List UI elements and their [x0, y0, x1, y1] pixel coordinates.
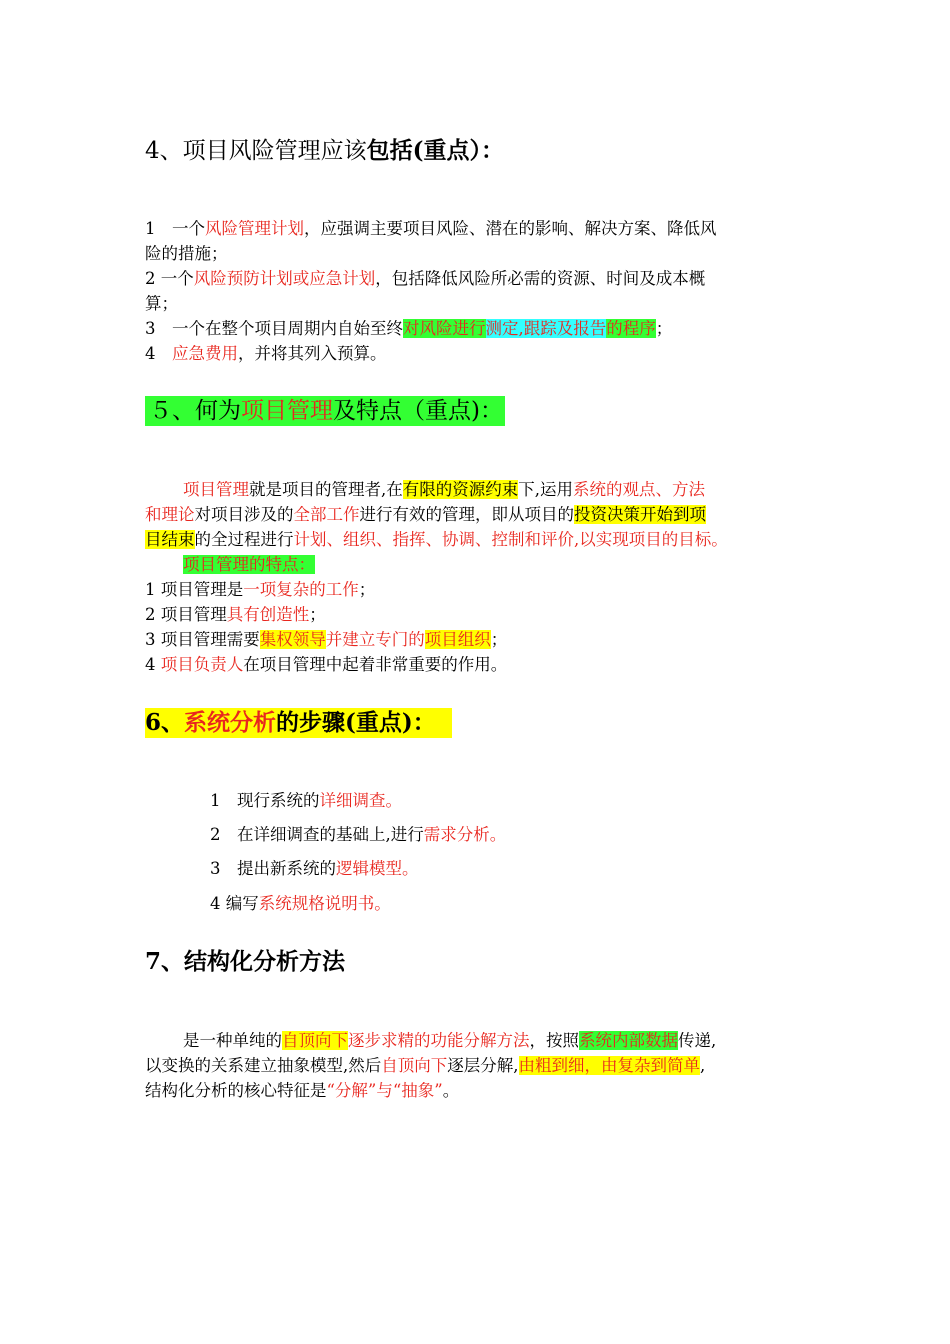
- s7-para-text-2: ，按照: [529, 1031, 579, 1050]
- s5-para-line-2: [145, 502, 706, 527]
- s4-item-2-line-2: [145, 291, 178, 316]
- section-5-heading-keyword: 项目管理: [241, 398, 333, 424]
- s7-para-text-5: 逐层分解,: [447, 1056, 519, 1075]
- s6-step-2-keyword: 需求分析。: [423, 825, 507, 844]
- section-4-heading: [145, 136, 504, 166]
- s5-para-highlight-yellow: 有限的资源约束: [402, 480, 519, 499]
- s4-item-2-number: 2 一个: [145, 269, 194, 288]
- s4-item-4: [145, 341, 387, 366]
- s7-para-text-7: 结构化分析的核心特征是: [145, 1081, 327, 1100]
- s5-features-title: [183, 552, 315, 577]
- s7-para-highlight-yellow: 自顶向下: [282, 1031, 348, 1050]
- section-5-heading-text: ５、何为: [149, 398, 241, 424]
- s7-para-text-4: 以变换的关系建立抽象模型,然后: [145, 1056, 382, 1075]
- s4-item-1-number: 1 一个: [145, 219, 205, 238]
- s7-para-line-2: [145, 1053, 705, 1078]
- s7-para-highlight-yellow-2: 由粗到细，由复杂到简单: [518, 1056, 700, 1075]
- s5-feature-1: [145, 577, 375, 602]
- s7-para-keyword-3: “分解”与“抽象”: [326, 1081, 443, 1100]
- s5-para-keyword: 项目管理: [183, 480, 249, 499]
- section-5-heading-text-2: 及特点（重点)：: [333, 398, 503, 424]
- s5-feature-3-highlight: 集权领导: [259, 630, 326, 649]
- s5-para-text-3: 对项目涉及的: [194, 505, 294, 524]
- section-6-heading-number: 6、: [145, 709, 185, 736]
- s5-para-keyword-2: 系统的观点、方法: [573, 480, 705, 499]
- section-6-heading: [145, 708, 452, 738]
- s5-feature-2: [145, 602, 326, 627]
- s5-feature-4-keyword: 项目负责人: [160, 655, 244, 674]
- s6-step-1-text: 1 现行系统的: [210, 791, 320, 810]
- s5-para-text-4: 进行有效的管理，即从项目的: [359, 505, 574, 524]
- s4-item-4-number: 4: [145, 344, 172, 363]
- s7-para-keyword: 逐步求精的功能分解方法: [348, 1031, 530, 1050]
- s4-item-2-keyword: 风险预防计划或应急计划: [193, 269, 376, 288]
- s5-para-keyword-5: 计划、组织、指挥、协调、控制和评价,以实现项目的目标。: [293, 530, 728, 549]
- s5-para-keyword-4: 全部工作: [293, 505, 360, 524]
- s4-item-1-text: ，应强调主要项目风险、潜在的影响、解决方案、降低风: [304, 219, 717, 238]
- s5-para-keyword-3: 和理论: [145, 505, 195, 524]
- s6-step-4-keyword: 系统规格说明书。: [258, 894, 391, 913]
- s5-para-text-2: 下,运用: [518, 480, 573, 499]
- s7-para-line-1: [183, 1028, 716, 1053]
- s4-item-1-keyword: 风险管理计划: [205, 219, 304, 238]
- s4-item-3-highlight-cyan: 测定,跟踪及报告: [485, 319, 607, 338]
- s6-step-4: [210, 891, 391, 916]
- s6-step-4-text: 4 编写: [210, 894, 259, 913]
- s4-item-4-keyword: 应急费用: [172, 344, 238, 363]
- s6-step-3-text: 3 提出新系统的: [210, 859, 336, 878]
- s4-item-1-text-cont: 险的措施；: [145, 244, 228, 263]
- section-7-heading: [145, 947, 345, 977]
- s7-para-line-3: [145, 1078, 459, 1103]
- s7-para-text-3: 传递,: [678, 1031, 717, 1050]
- section-7-heading-text: 7、结构化分析方法: [145, 948, 346, 975]
- s7-para-text-6: ,: [700, 1056, 706, 1075]
- s5-para-line-3: [145, 527, 728, 552]
- s5-para-line-1: [183, 477, 705, 502]
- s6-step-1: [210, 788, 402, 813]
- section-6-heading-keyword: 系统分析: [184, 709, 277, 736]
- s4-item-2-text: ，包括降低风险所必需的资源、时间及成本概: [375, 269, 706, 288]
- s5-feature-3: [145, 627, 507, 652]
- s5-feature-1-end: ；: [358, 580, 376, 599]
- s4-item-4-text: ，并将其列入预算。: [238, 344, 387, 363]
- s5-feature-1-keyword: 一项复杂的工作: [243, 580, 359, 599]
- s4-item-3: [145, 316, 672, 341]
- s5-para-highlight-yellow-2: 投资决策开始到项: [574, 505, 706, 524]
- s5-feature-3-end: ；: [490, 630, 508, 649]
- s4-item-1-line-1: [145, 216, 717, 241]
- s6-step-3: [210, 856, 419, 881]
- s5-features-title-text: 项目管理的特点：: [183, 555, 315, 574]
- s7-para-highlight-green: 系统内部数据: [579, 1031, 678, 1050]
- s4-item-1-line-2: [145, 241, 228, 266]
- s7-para-end: 。: [442, 1081, 460, 1100]
- s6-step-2: [210, 822, 506, 847]
- s5-para-text-5: 的全过程进行: [194, 530, 294, 549]
- s4-item-3-end: ；: [655, 319, 673, 338]
- s5-feature-4-number: 4: [145, 655, 161, 674]
- s5-feature-3-keyword: 并建立专门的: [325, 630, 425, 649]
- s4-item-3-text: 3 一个在整个项目周期内自始至终: [145, 319, 403, 338]
- s5-feature-2-text: 2 项目管理: [145, 605, 227, 624]
- s5-feature-2-keyword: 具有创造性: [226, 605, 310, 624]
- s5-feature-4: [145, 652, 507, 677]
- s5-feature-4-text: 在项目管理中起着非常重要的作用。: [243, 655, 508, 674]
- s5-para-text: 就是项目的管理者,在: [249, 480, 403, 499]
- section-6-heading-text: 的步骤(重点)：: [276, 709, 436, 736]
- s7-para-text: 是一种单纯的: [183, 1031, 282, 1050]
- s5-para-highlight-yellow-3: 目结束: [145, 530, 195, 549]
- s6-step-1-keyword: 详细调查。: [319, 791, 402, 810]
- s5-feature-2-end: ；: [309, 605, 326, 624]
- section-4-heading-text: 4、项目风险管理应该: [145, 138, 367, 164]
- s4-item-2-text-cont: 算；: [145, 294, 178, 313]
- s4-item-3-highlight-green: 对风险进行: [403, 319, 486, 338]
- s5-feature-1-text: 1 项目管理是: [145, 580, 244, 599]
- section-5-heading: [145, 396, 505, 426]
- s4-item-3-highlight-green-2: 的程序: [606, 319, 656, 338]
- s7-para-keyword-2: 自顶向下: [381, 1056, 448, 1075]
- s6-step-2-text: 2 在详细调查的基础上,进行: [210, 825, 424, 844]
- s4-item-2-line-1: [145, 266, 705, 291]
- s5-feature-3-highlight-2: 项目组织: [424, 630, 491, 649]
- s5-feature-3-text: 3 项目管理需要: [145, 630, 260, 649]
- section-4-heading-bold: 包括(重点）：: [366, 137, 505, 164]
- s6-step-3-keyword: 逻辑模型。: [336, 859, 419, 878]
